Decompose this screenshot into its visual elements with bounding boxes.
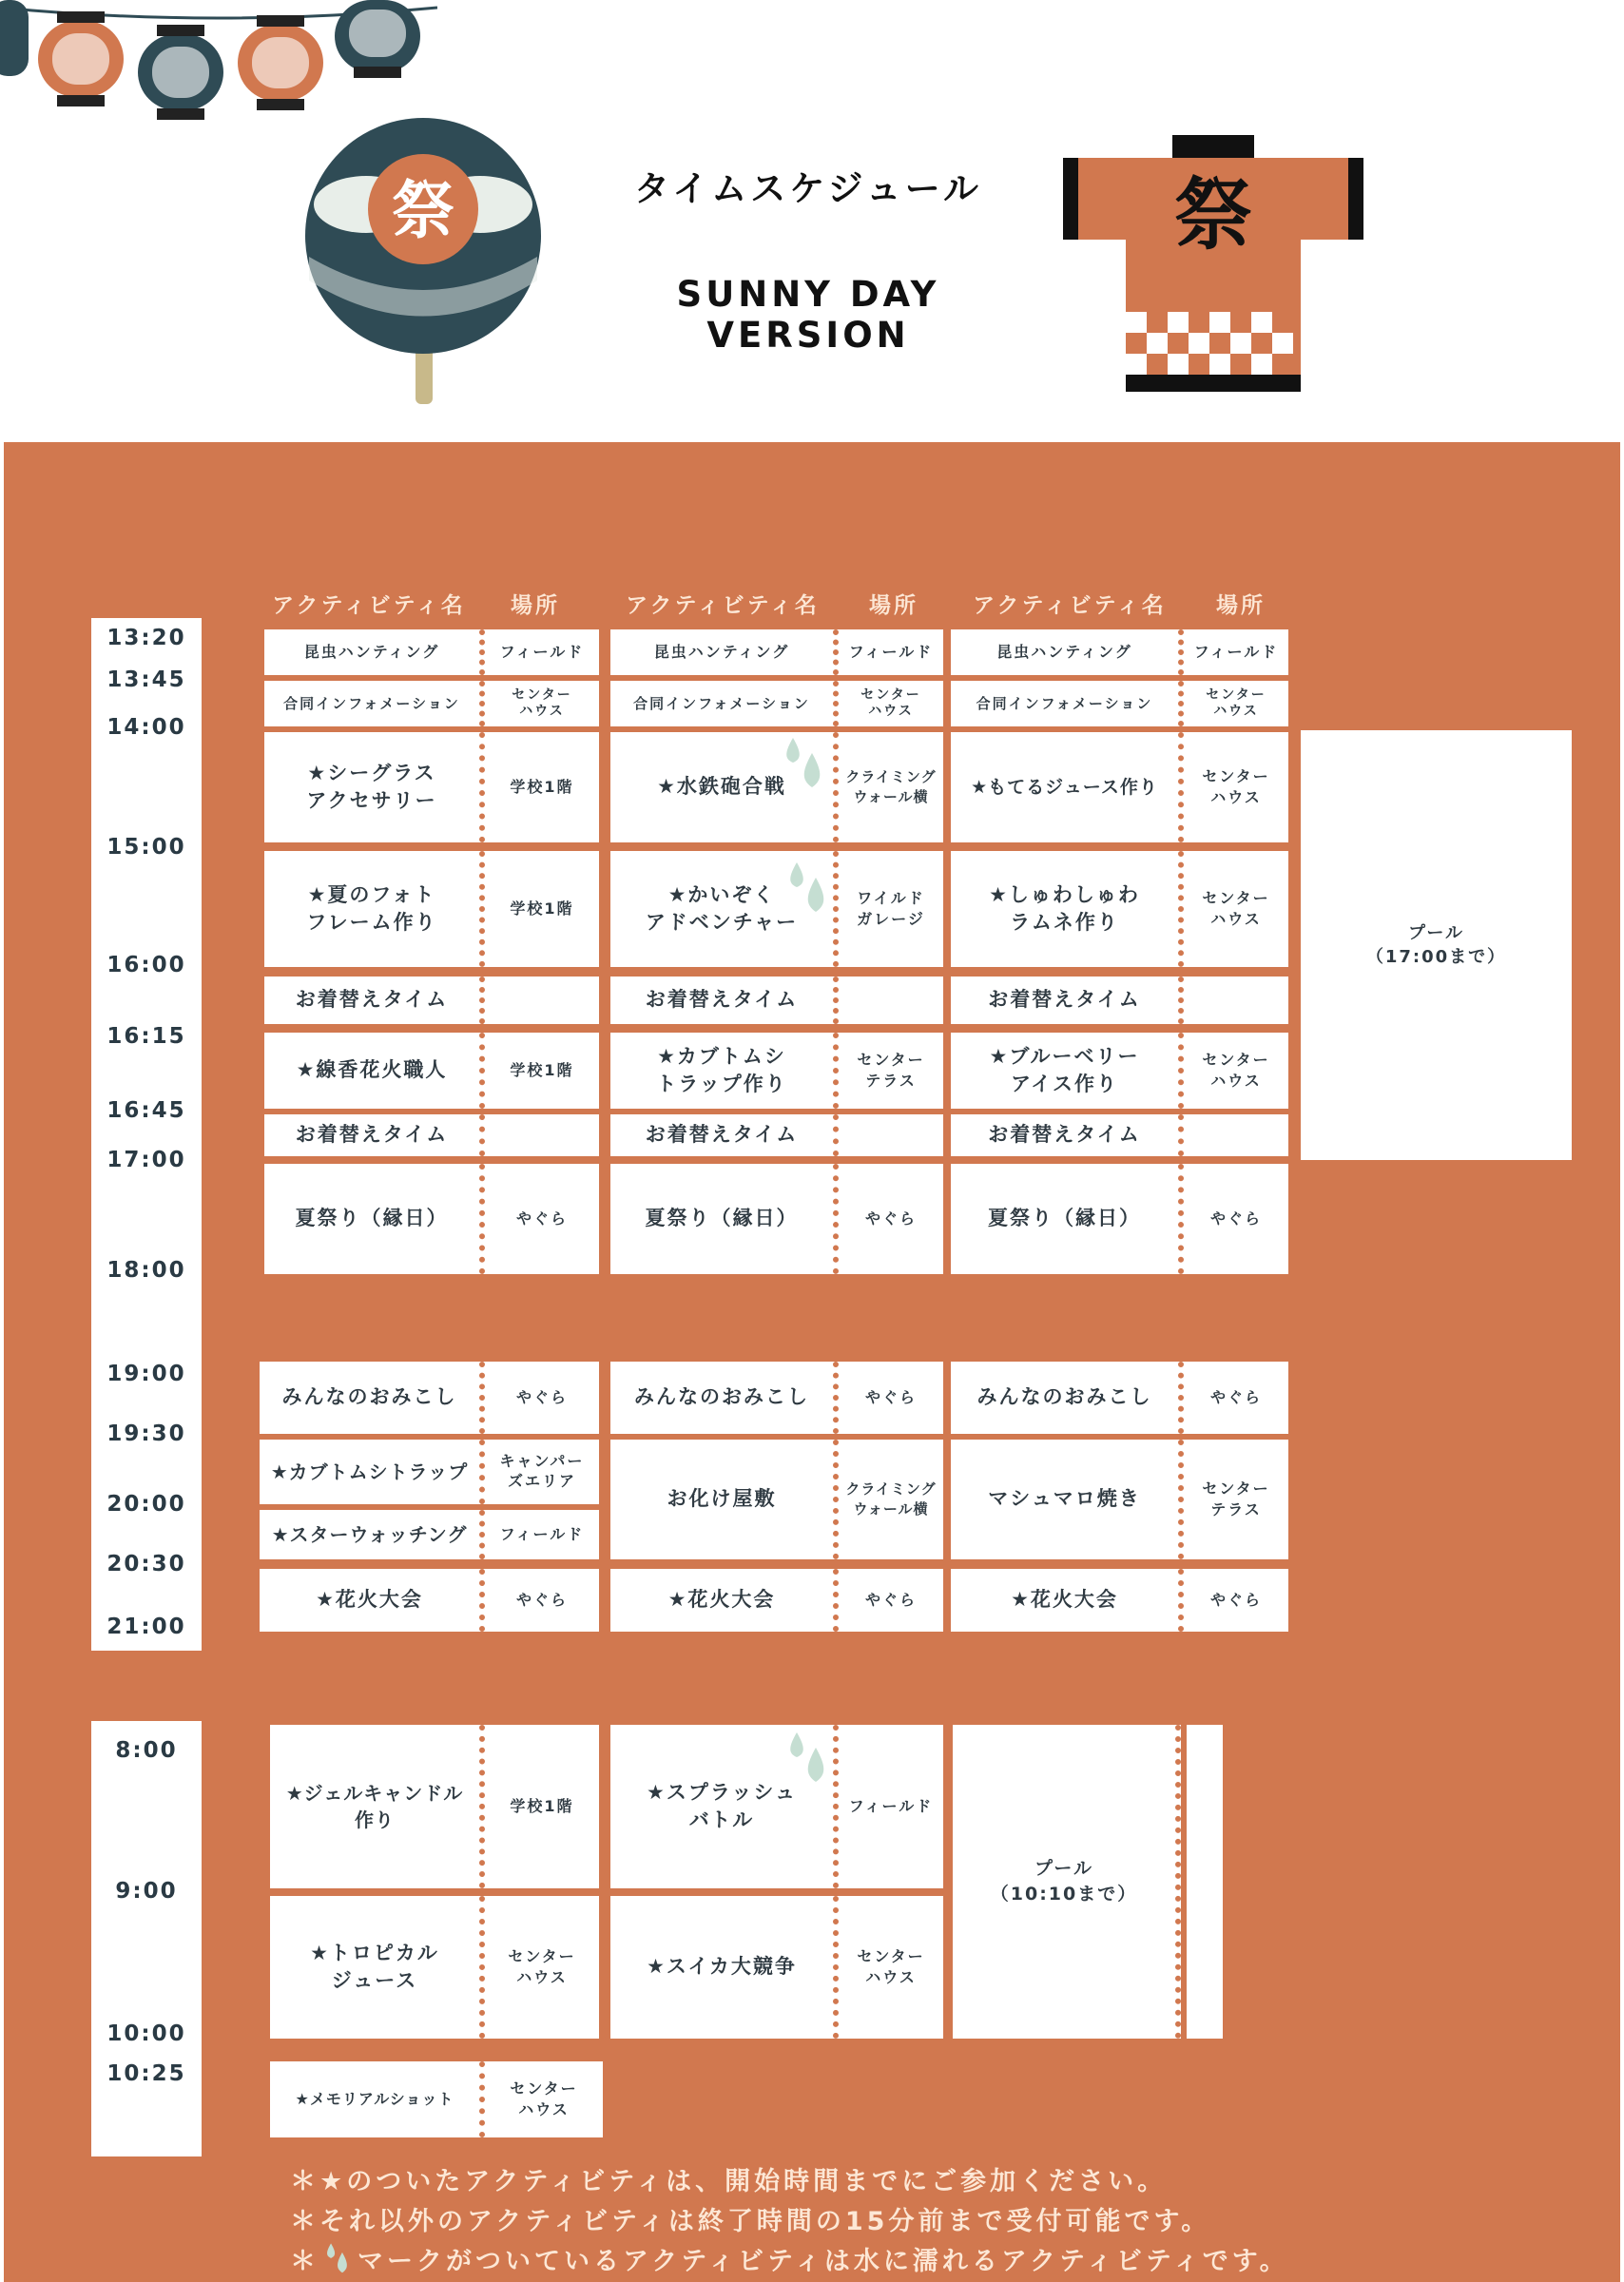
water-drop-icon: [323, 2241, 350, 2277]
activity-cell: ★かいぞく アドベンチャー: [610, 851, 839, 967]
location-cell: やぐら: [485, 1164, 599, 1274]
location-cell: センター ハウス: [1184, 732, 1288, 842]
activity-cell: お化け屋敷: [610, 1440, 839, 1559]
time-label: 13:20: [106, 626, 186, 650]
happi-coat-icon: [1063, 135, 1363, 401]
time-label: 13:45: [106, 667, 186, 692]
time-label: 21:00: [106, 1615, 186, 1639]
activity-cell: ★ブルーベリー アイス作り: [951, 1033, 1184, 1109]
time-column-day1: [91, 618, 202, 1651]
location-cell: 学校1階: [485, 1725, 599, 1888]
col-header-location: 場所: [511, 593, 560, 618]
water-drop-icon: [785, 859, 827, 919]
location-cell: センター ハウス: [839, 1896, 943, 2039]
activity-cell: マシュマロ焼き: [951, 1440, 1184, 1559]
lantern-icon: [238, 15, 323, 110]
lantern-icon: [38, 11, 124, 106]
col-header-activity: アクティビティ名: [626, 593, 820, 618]
col-header-activity: アクティビティ名: [272, 593, 466, 618]
activity-cell: 合同インフォメーション: [951, 681, 1184, 726]
note-prefix: ＊: [290, 2247, 319, 2276]
col-header-location: 場所: [1216, 593, 1266, 618]
location-cell: ワイルド ガレージ: [839, 851, 943, 967]
location-cell: センター ハウス: [485, 681, 599, 726]
location-cell: センター ハウス: [1184, 681, 1288, 726]
activity-cell: ★夏のフォト フレーム作り: [264, 851, 485, 967]
time-label: 20:30: [106, 1552, 186, 1576]
lantern-icon: [138, 25, 223, 120]
lantern-icon: [0, 0, 29, 76]
location-cell: 学校1階: [485, 851, 599, 967]
activity-cell: ★花火大会: [260, 1569, 485, 1632]
location-cell: [1184, 977, 1288, 1024]
activity-cell: ★線香花火職人: [264, 1033, 485, 1109]
activity-cell: 夏祭り（縁日）: [264, 1164, 485, 1274]
location-cell: [839, 977, 943, 1024]
time-label: 10:25: [106, 2061, 186, 2086]
time-label: 19:00: [106, 1362, 186, 1386]
time-label: 16:00: [106, 953, 186, 977]
lantern-garland: [0, 0, 437, 133]
activity-cell: お着替えタイム: [951, 977, 1184, 1024]
location-cell: センター ハウス: [485, 1896, 599, 2039]
activity-cell: ★しゅわしゅわ ラムネ作り: [951, 851, 1184, 967]
activity-cell: ★もてるジュース作り: [951, 732, 1184, 842]
time-label: 19:30: [106, 1421, 186, 1446]
activity-cell: 昆虫ハンティング: [264, 629, 485, 675]
activity-cell: 昆虫ハンティング: [610, 629, 839, 675]
activity-cell: 合同インフォメーション: [264, 681, 485, 726]
activity-cell: 夏祭り（縁日）: [610, 1164, 839, 1274]
location-cell: センター ハウス: [485, 2061, 603, 2137]
fan-icon: [300, 114, 547, 409]
activity-cell: お着替えタイム: [264, 1114, 485, 1156]
pool-cell: プール （10:10まで）: [953, 1725, 1181, 2039]
location-cell: やぐら: [1184, 1569, 1288, 1632]
location-cell: [485, 1114, 599, 1156]
note-line-water: [290, 2240, 1289, 2277]
location-cell: やぐら: [839, 1164, 943, 1274]
activity-cell: 昆虫ハンティング: [951, 629, 1184, 675]
activity-cell: ★カブトムシ トラップ作り: [610, 1033, 839, 1109]
activity-cell: ★水鉄砲合戦: [610, 732, 839, 842]
activity-cell: お着替えタイム: [264, 977, 485, 1024]
location-cell: クライミング ウォール横: [839, 732, 943, 842]
location-cell: センター ハウス: [1184, 851, 1288, 967]
time-label: 16:15: [106, 1024, 186, 1049]
location-cell: キャンパー ズエリア: [485, 1440, 599, 1504]
svg-text:祭: 祭: [1173, 170, 1253, 261]
col-header-activity: アクティビティ名: [973, 593, 1167, 618]
note-line: ＊それ以外のアクティビティは終了時間の15分前まで受付可能です。: [290, 2207, 1211, 2236]
water-drop-icon: [785, 1729, 827, 1789]
note-text: マークがついているアクティビティは水に濡れるアクティビティです。: [358, 2247, 1289, 2276]
location-cell: フィールド: [1184, 629, 1288, 675]
location-cell: クライミング ウォール横: [839, 1440, 943, 1559]
location-cell: やぐら: [485, 1569, 599, 1632]
activity-cell: ★スターウォッチング: [260, 1510, 485, 1559]
activity-cell: 合同インフォメーション: [610, 681, 839, 726]
location-cell: センター ハウス: [839, 681, 943, 726]
location-cell: 学校1階: [485, 1033, 599, 1109]
time-label: 9:00: [115, 1879, 178, 1904]
activity-cell: ★花火大会: [610, 1569, 839, 1632]
activity-cell: みんなのおみこし: [951, 1362, 1184, 1434]
activity-cell: お着替えタイム: [610, 977, 839, 1024]
activity-cell: お着替えタイム: [610, 1114, 839, 1156]
activity-cell: ★トロピカル ジュース: [270, 1896, 485, 2039]
location-cell: やぐら: [839, 1569, 943, 1632]
location-cell: やぐら: [839, 1362, 943, 1434]
activity-cell: 夏祭り（縁日）: [951, 1164, 1184, 1274]
activity-cell: ★スイカ大競争: [610, 1896, 839, 2039]
location-cell: フィールド: [485, 1510, 599, 1559]
activity-cell: ★スプラッシュ バトル: [610, 1725, 839, 1888]
location-cell: やぐら: [1184, 1164, 1288, 1274]
time-label: 20:00: [106, 1492, 186, 1517]
location-cell: 学校1階: [485, 732, 599, 842]
note-line: ＊★のついたアクティビティは、開始時間までにご参加ください。: [290, 2167, 1168, 2196]
water-drop-icon: [782, 734, 823, 795]
location-cell: [1184, 1114, 1288, 1156]
time-column-day2: [91, 1721, 202, 2156]
pool-cell-spacer: [1187, 1725, 1223, 2039]
page-subtitle: SUNNY DAY VERSION: [676, 274, 940, 356]
location-cell: センター ハウス: [1184, 1033, 1288, 1109]
location-cell: やぐら: [1184, 1362, 1288, 1434]
activity-cell: お着替えタイム: [951, 1114, 1184, 1156]
location-cell: [485, 977, 599, 1024]
svg-text:祭: 祭: [392, 174, 454, 247]
activity-cell: ★ジェルキャンドル 作り: [270, 1725, 485, 1888]
activity-cell: みんなのおみこし: [610, 1362, 839, 1434]
time-label: 15:00: [106, 835, 186, 860]
activity-cell: ★カブトムシトラップ: [260, 1440, 485, 1504]
activity-cell: ★シーグラス アクセサリー: [264, 732, 485, 842]
col-header-location: 場所: [869, 593, 918, 618]
time-label: 18:00: [106, 1258, 186, 1283]
location-cell: センター テラス: [839, 1033, 943, 1109]
lantern-icon: [335, 0, 420, 78]
location-cell: やぐら: [485, 1362, 599, 1434]
time-label: 17:00: [106, 1148, 186, 1172]
location-cell: フィールド: [839, 629, 943, 675]
location-cell: [839, 1114, 943, 1156]
time-label: 8:00: [115, 1738, 178, 1763]
time-label: 10:00: [106, 2021, 186, 2046]
location-cell: センター テラス: [1184, 1440, 1288, 1559]
location-cell: フィールド: [485, 629, 599, 675]
location-cell: フィールド: [839, 1725, 943, 1888]
activity-cell: みんなのおみこし: [260, 1362, 485, 1434]
page-title: タイムスケジュール: [633, 168, 983, 209]
time-label: 14:00: [106, 715, 186, 740]
activity-cell: ★メモリアルショット: [270, 2061, 485, 2137]
activity-cell: ★花火大会: [951, 1569, 1184, 1632]
time-label: 16:45: [106, 1098, 186, 1123]
pool-cell: プール （17:00まで）: [1301, 730, 1572, 1160]
